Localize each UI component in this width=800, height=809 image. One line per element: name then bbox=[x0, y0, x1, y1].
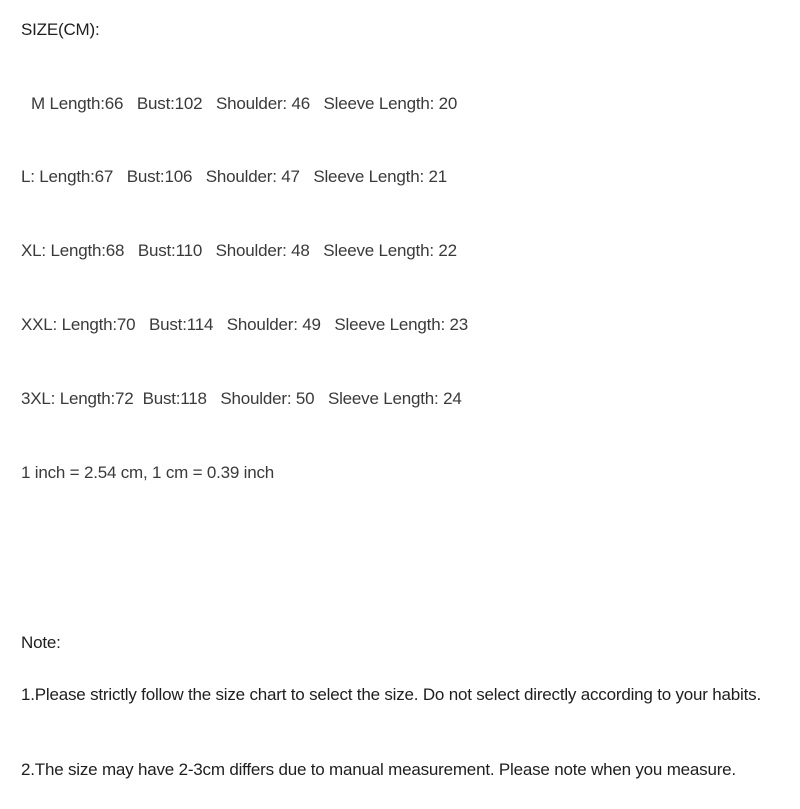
note-label: Note: bbox=[21, 633, 61, 652]
size-row-xl: XL: Length:68 Bust:110 Shoulder: 48 Sleeve Length: 22 bbox=[21, 241, 457, 260]
size-row-l: L: Length:67 Bust:106 Shoulder: 47 Sleeve Length: 21 bbox=[21, 167, 448, 186]
note-item-2: 2.The size may have 2-3cm differs due to manual measurement. Please note when you measure. bbox=[21, 760, 736, 779]
unit-conversion: 1 inch = 2.54 cm, 1 cm = 0.39 inch bbox=[21, 463, 275, 482]
size-heading: SIZE(CM): bbox=[21, 20, 100, 39]
note-item-1: 1.Please strictly follow the size chart to select the size. Do not select directly according to your habits. bbox=[21, 685, 761, 704]
size-row-m: M Length:66 Bust:102 Shoulder: 46 Sleeve Length: 20 bbox=[31, 94, 458, 113]
size-row-3xl: 3XL: Length:72 Bust:118 Shoulder: 50 Sleeve Length: 24 bbox=[21, 389, 462, 408]
size-row-xxl: XXL: Length:70 Bust:114 Shoulder: 49 Sleeve Length: 23 bbox=[21, 315, 469, 334]
